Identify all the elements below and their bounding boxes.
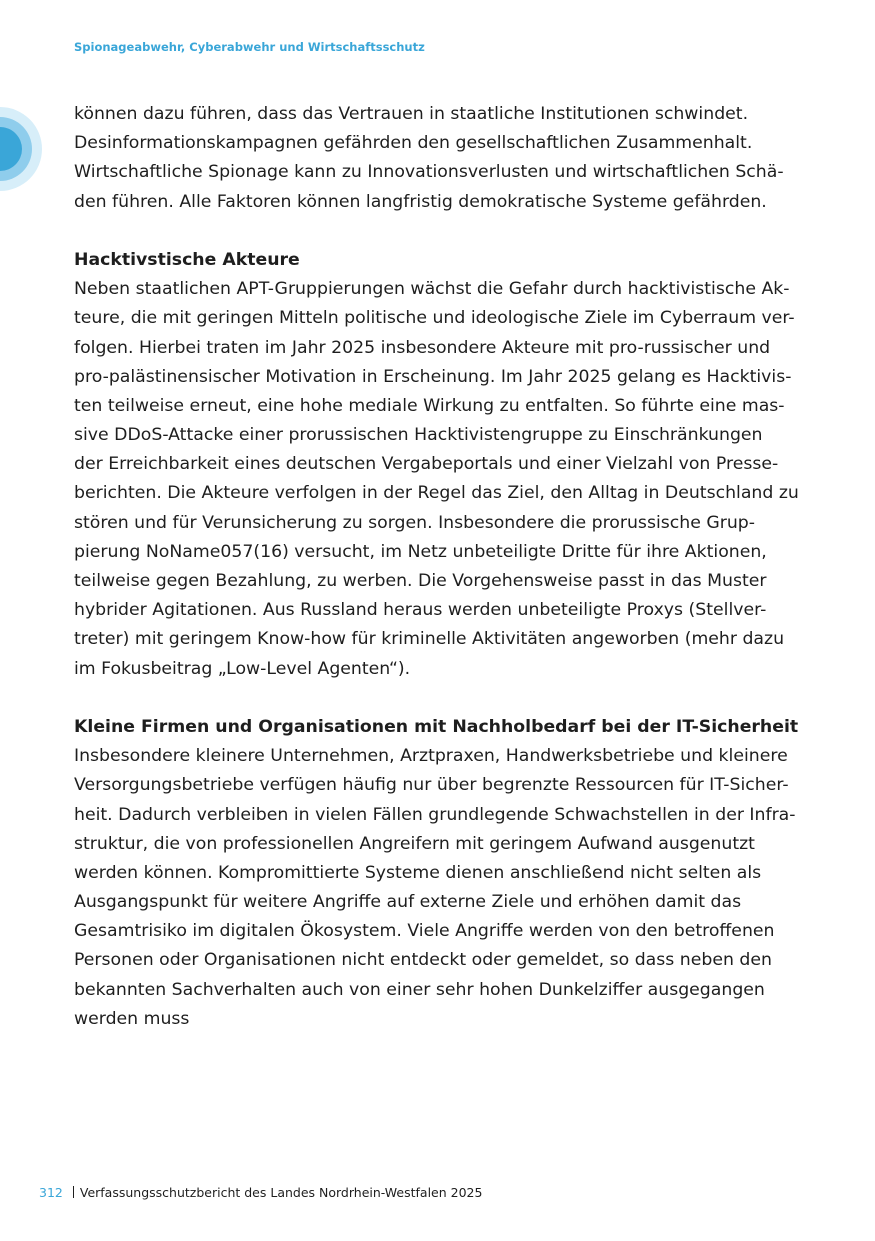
text-line: hybrider Agitationen. Aus Russland heraus werden unbeteiligte Proxys (Stellver- [74,600,767,621]
text-line: Wirtschaftliche Spionage kann zu Innovationsverlusten und wirtschaftlichen Schä- [74,162,784,183]
section-hacktivist-actors [74,246,804,684]
text-line: pierung NoName057(16) versucht, im Netz unbeteiligte Dritte für ihre Aktionen, [74,541,767,562]
publication-title: Verfassungsschutzbericht des Landes Nordrhein-Westfalen 2025 [79,1185,483,1200]
footer-divider [73,1186,74,1198]
text-line: pro-palästinensischer Motivation in Erscheinung. Im Jahr 2025 gelang es Hacktivis- [74,366,792,387]
text-line: Insbesondere kleinere Unternehmen, Arztpraxen, Handwerksbetriebe und kleinere [74,746,788,767]
page-footer [39,1185,482,1200]
text-line: Desinformationskampagnen gefährden den gesellschaftlichen Zusammenhalt. [74,133,753,154]
text-line: der Erreichbarkeit eines deutschen Vergabeportals und einer Vielzahl von Presse- [74,454,779,475]
text-line: Personen oder Organisationen nicht entdeckt oder gemeldet, so dass neben den [74,950,772,971]
text-line: Gesamtrisiko im digitalen Ökosystem. Viele Angriffe werden von den betroffenen [74,921,775,942]
text-line: Neben staatlichen APT-Gruppierungen wächst die Gefahr durch hacktivistische Ak- [74,279,790,300]
section-heading: Hacktivstische Akteure [74,249,300,270]
running-header: Spionageabwehr, Cyberabwehr und Wirtschaftsschutz [74,40,425,54]
text-line: im Fokusbeitrag „Low-Level Agenten“). [74,658,411,679]
text-line: berichten. Die Akteure verfolgen in der Regel das Ziel, den Alltag in Deutschland zu [74,483,799,504]
text-line: ten teilweise erneut, eine hohe mediale Wirkung zu entfalten. So führte eine mas- [74,395,785,416]
text-line: struktur, die von professionellen Angreifern mit geringem Aufwand ausgenutzt [74,833,755,854]
text-line: Ausgangspunkt für weitere Angriffe auf externe Ziele und erhöhen damit das [74,892,742,913]
section-small-companies [74,713,804,1034]
text-line: bekannten Sachverhalten auch von einer sehr hohen Dunkelziffer ausgegangen [74,979,765,1000]
text-line: stören und für Verunsicherung zu sorgen. Insbesondere die prorussische Grup- [74,512,755,533]
concentric-circles-decoration [0,107,42,191]
text-line: können dazu führen, dass das Vertrauen in staatliche Institutionen schwindet. [74,104,749,124]
text-line: werden können. Kompromittierte Systeme dienen anschließend nicht selten als [74,862,762,883]
text-line: werden muss [74,1008,190,1029]
text-line: heit. Dadurch verbleiben in vielen Fällen grundlegende Schwachstellen in der Infra- [74,804,796,825]
intro-paragraph [74,100,804,217]
text-line: teilweise gegen Bezahlung, zu werben. Die Vorgehensweise passt in das Muster [74,571,767,591]
text-line: Versorgungsbetriebe verfügen häufig nur über begrenzte Ressourcen für IT-Sicher- [74,775,789,796]
page-number: 312 [39,1185,63,1200]
text-line: sive DDoS-Attacke einer prorussischen Hacktivistengruppe zu Einschränkungen [74,425,763,446]
text-line: folgen. Hierbei traten im Jahr 2025 insbesondere Akteure mit pro-russischer und [74,337,771,358]
text-line: teure, die mit geringen Mitteln politische und ideologische Ziele im Cyberraum ver- [74,308,795,329]
section-heading: Kleine Firmen und Organisationen mit Nachholbedarf bei der IT-Sicherheit [74,716,799,737]
text-line: den führen. Alle Faktoren können langfristig demokratische Systeme gefährden. [74,191,767,212]
page-content [74,100,804,1034]
text-line: treter) mit geringem Know-how für kriminelle Aktivitäten angeworben (mehr dazu [74,629,785,650]
